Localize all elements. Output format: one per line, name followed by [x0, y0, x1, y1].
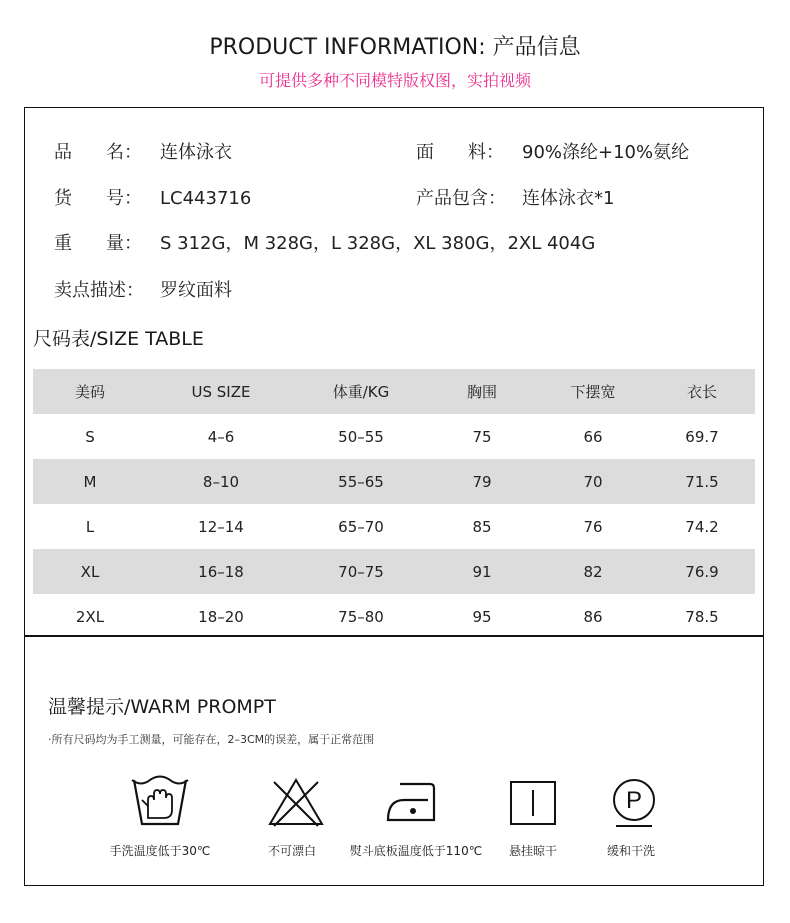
table-cell: 75–80: [338, 607, 384, 626]
info-fabric-value: 90%涤纶+10%氨纶: [522, 142, 690, 163]
info-fabric-key: [416, 138, 504, 164]
table-row: [33, 459, 755, 504]
table-cell: 82: [583, 562, 603, 581]
info-weight-value: S 312G，M 328G，L 328G，XL 380G，2XL 404G: [160, 233, 596, 254]
info-fabric-key-b: 料：: [468, 142, 504, 163]
size-table-header: [33, 369, 755, 414]
warm-prompt-title: 温馨提示/WARM PROMPT: [48, 696, 276, 718]
info-contents-row: [416, 184, 614, 210]
table-cell: 66: [583, 427, 603, 446]
table-cell: 65–70: [338, 517, 384, 536]
care-label-dry-clean: 缓和干洗: [606, 844, 655, 858]
table-cell: M: [83, 472, 97, 491]
table-cell: 70–75: [338, 562, 384, 581]
size-header-cell: 体重/KG: [332, 383, 390, 401]
page-subtitle: 可提供多种不同模特版权图，实拍视频: [258, 71, 531, 90]
table-cell: L: [85, 517, 95, 536]
table-cell: 12–14: [198, 517, 244, 536]
table-row: [33, 504, 755, 549]
table-cell: 2XL: [75, 607, 105, 626]
size-table-title: 尺码表/SIZE TABLE: [33, 328, 204, 350]
table-cell: 85: [472, 517, 492, 536]
table-row: [33, 549, 755, 594]
info-fabric-row: [416, 138, 689, 164]
table-cell: 18–20: [198, 607, 244, 626]
info-contents-key: 产品包含：: [416, 188, 506, 209]
table-cell: 74.2: [685, 517, 719, 536]
care-label-hand-wash: 手洗温度低于30℃: [109, 844, 211, 858]
info-weight-row: [54, 229, 595, 255]
table-cell: 16–18: [198, 562, 244, 581]
table-cell: 50–55: [338, 427, 384, 446]
info-name-key-a: 品: [54, 142, 72, 163]
info-name-key-b: 名：: [106, 142, 142, 163]
table-cell: 76: [583, 517, 603, 536]
info-sku-row: [54, 184, 251, 210]
table-cell: 95: [472, 607, 492, 626]
size-header-cell: 胸围: [466, 383, 497, 401]
table-cell: 91: [472, 562, 492, 581]
table-row: [33, 414, 755, 459]
info-weight-key: [54, 229, 142, 255]
info-weight-key-a: 重: [54, 233, 72, 254]
table-cell: 55–65: [338, 472, 384, 491]
info-selling-value: 罗纹面料: [160, 280, 232, 301]
page-title: PRODUCT INFORMATION: 产品信息: [209, 35, 581, 60]
info-sku-key-a: 货: [54, 188, 72, 209]
care-label-no-bleach: 不可漂白: [267, 844, 316, 858]
table-cell: 69.7: [685, 427, 719, 446]
care-label-iron: 熨斗底板温度低于110℃: [349, 844, 483, 858]
table-row: [33, 594, 755, 639]
info-sku-key: [54, 184, 142, 210]
info-selling-row: [54, 276, 232, 302]
care-label-hang-dry: 悬挂晾干: [508, 844, 557, 858]
table-cell: 75: [472, 427, 492, 446]
size-header-cell: 美码: [74, 383, 105, 401]
table-cell: 71.5: [685, 472, 719, 491]
table-cell: 78.5: [685, 607, 719, 626]
table-cell: S: [85, 427, 95, 446]
info-name-row: [54, 138, 232, 164]
info-selling-key: 卖点描述：: [54, 280, 144, 301]
info-name-key: [54, 138, 142, 164]
size-header-cell: 下摆宽: [570, 383, 616, 401]
info-sku-key-b: 号：: [106, 188, 142, 209]
size-header-cell: 衣长: [686, 383, 717, 401]
professional-clean-symbol: P: [625, 787, 643, 814]
table-cell: 70: [583, 472, 603, 491]
iron-low-icon: [350, 774, 480, 830]
info-contents-value: 连体泳衣*1: [522, 188, 615, 209]
table-cell: 76.9: [685, 562, 719, 581]
info-fabric-key-a: 面: [416, 142, 434, 163]
no-bleach-icon: [231, 774, 361, 830]
table-cell: 8–10: [202, 472, 240, 491]
table-cell: 79: [472, 472, 492, 491]
hand-wash-icon: [95, 774, 225, 830]
info-weight-key-b: 量：: [106, 233, 142, 254]
table-cell: XL: [80, 562, 100, 581]
warm-prompt-note: ·所有尺码均为手工测量，可能存在，2–3CM的误差，属于正常范围: [48, 733, 375, 746]
table-cell: 4–6: [207, 427, 235, 446]
size-table: [33, 369, 755, 639]
professional-clean-icon: [569, 774, 699, 830]
info-sku-value: LC443716: [160, 188, 252, 209]
size-header-cell: US SIZE: [191, 382, 251, 401]
table-cell: 86: [583, 607, 603, 626]
info-name-value: 连体泳衣: [160, 142, 232, 163]
